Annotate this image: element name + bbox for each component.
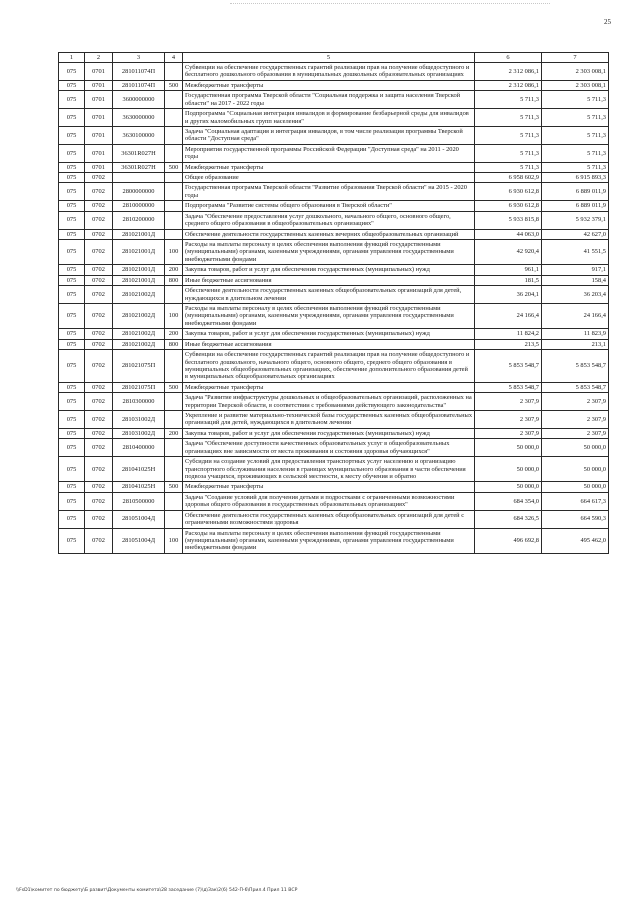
cell-target-article: 281041025Н xyxy=(113,482,165,492)
cell-section-code: 0702 xyxy=(85,183,113,201)
cell-amount-year-1: 5 711,3 xyxy=(475,126,542,144)
header-col-2: 2 xyxy=(85,53,113,63)
cell-amount-year-2: 5 711,3 xyxy=(542,109,609,127)
header-col-5: 5 xyxy=(183,53,475,63)
cell-description: Задача "Создание условий для получения детьми и подростками с ограниченными возможностями здоровья общего образования в государственных образовательных организациях" xyxy=(183,492,475,510)
cell-admin-code: 075 xyxy=(59,275,85,285)
cell-expense-type: 100 xyxy=(165,528,183,553)
cell-admin-code: 075 xyxy=(59,240,85,265)
cell-target-article: 36301R027Н xyxy=(113,144,165,162)
cell-expense-type: 200 xyxy=(165,265,183,275)
cell-section-code: 0701 xyxy=(85,109,113,127)
cell-description: Укрепление и развитие материально-технической базы государственных казенных общеобразовательных организаций для детей, нуждающихся в длительном лечении xyxy=(183,411,475,429)
cell-description: Закупка товаров, работ и услуг для обеспечения государственных (муниципальных) нужд xyxy=(183,329,475,339)
table-row xyxy=(59,457,609,482)
cell-section-code: 0702 xyxy=(85,211,113,229)
cell-amount-year-1: 5 711,3 xyxy=(475,91,542,109)
cell-amount-year-2: 213,1 xyxy=(542,339,609,349)
cell-admin-code: 075 xyxy=(59,201,85,211)
cell-admin-code: 075 xyxy=(59,492,85,510)
cell-amount-year-2: 2 303 008,1 xyxy=(542,80,609,90)
cell-description: Межбюджетные трансферты xyxy=(183,162,475,172)
cell-description: Задача "Развитие инфраструктуры дошкольных и общеобразовательных организаций, расположенных на территории Тверской области, в соответствии с требованиями действующего законодательства" xyxy=(183,393,475,411)
cell-admin-code: 075 xyxy=(59,144,85,162)
cell-admin-code: 075 xyxy=(59,162,85,172)
cell-target-article xyxy=(113,173,165,183)
cell-admin-code: 075 xyxy=(59,329,85,339)
cell-target-article: 281021002Д xyxy=(113,329,165,339)
cell-amount-year-1: 684 326,5 xyxy=(475,510,542,528)
cell-section-code: 0702 xyxy=(85,201,113,211)
cell-admin-code: 075 xyxy=(59,411,85,429)
table-row xyxy=(59,528,609,553)
table-row xyxy=(59,162,609,172)
cell-description: Субвенции на обеспечение государственных гарантий реализации прав на получение общедоступного и бесплатного дошкольного образования в муниципальных дошкольных образовательных организациях xyxy=(183,63,475,81)
cell-section-code: 0701 xyxy=(85,144,113,162)
cell-description: Задача "Обеспечение доступности качественных образовательных услуг в общеобразовательных организациях вне зависимости от места проживания и состояния здоровья обучающихся" xyxy=(183,439,475,457)
cell-section-code: 0702 xyxy=(85,411,113,429)
cell-amount-year-2: 664 617,3 xyxy=(542,492,609,510)
cell-expense-type xyxy=(165,183,183,201)
cell-amount-year-1: 50 000,0 xyxy=(475,482,542,492)
cell-description: Расходы на выплаты персоналу в целях обеспечения выполнения функций государственными (муниципальными) органами, казенными учреждениями, органами управления государственными внебюджетными фондами xyxy=(183,303,475,328)
cell-description: Подпрограмма "Развитие системы общего образования в Тверской области" xyxy=(183,201,475,211)
cell-expense-type xyxy=(165,411,183,429)
cell-section-code: 0702 xyxy=(85,457,113,482)
cell-section-code: 0702 xyxy=(85,173,113,183)
cell-description: Обеспечение деятельности государственных казенных общеобразовательных организаций для детей с ограниченными возможностями здоровья xyxy=(183,510,475,528)
cell-admin-code: 075 xyxy=(59,528,85,553)
cell-description: Обеспечение деятельности государственных казенных общеобразовательных организаций для детей, нуждающихся в длительном лечении xyxy=(183,286,475,304)
table-row xyxy=(59,286,609,304)
cell-target-article: 281021001Д xyxy=(113,229,165,239)
header-col-1: 1 xyxy=(59,53,85,63)
table-row xyxy=(59,439,609,457)
cell-expense-type xyxy=(165,173,183,183)
cell-amount-year-2: 158,4 xyxy=(542,275,609,285)
cell-description: Иные бюджетные ассигнования xyxy=(183,339,475,349)
table-row xyxy=(59,275,609,285)
cell-admin-code: 075 xyxy=(59,63,85,81)
cell-target-article: 281041025Н xyxy=(113,457,165,482)
cell-amount-year-1: 5 853 548,7 xyxy=(475,382,542,392)
cell-description: Государственная программа Тверской области "Социальная поддержка и защита населения Тверской области" на 2017 - 2022 годы xyxy=(183,91,475,109)
cell-description: Закупка товаров, работ и услуг для обеспечения государственных (муниципальных) нужд xyxy=(183,265,475,275)
cell-target-article: 281051004Д xyxy=(113,528,165,553)
cell-expense-type xyxy=(165,144,183,162)
cell-expense-type xyxy=(165,393,183,411)
cell-section-code: 0701 xyxy=(85,63,113,81)
cell-admin-code: 075 xyxy=(59,91,85,109)
table-row xyxy=(59,201,609,211)
cell-amount-year-1: 6 930 612,8 xyxy=(475,201,542,211)
cell-target-article: 281021075П xyxy=(113,382,165,392)
table-row xyxy=(59,229,609,239)
cell-amount-year-2: 6 889 011,9 xyxy=(542,183,609,201)
cell-description: Субсидии на создание условий для предоставления транспортных услуг населению и организацию транспортного обслуживания населения в границах муниципального образования в части обеспечения подвоза учащихся, проживающих в сельской местности, к месту обучения и обратно xyxy=(183,457,475,482)
table-row xyxy=(59,428,609,438)
cell-admin-code: 075 xyxy=(59,126,85,144)
cell-amount-year-1: 50 000,0 xyxy=(475,439,542,457)
cell-amount-year-2: 664 590,3 xyxy=(542,510,609,528)
cell-amount-year-2: 5 853 548,7 xyxy=(542,382,609,392)
table-row xyxy=(59,63,609,81)
cell-amount-year-2: 41 551,5 xyxy=(542,240,609,265)
cell-description: Субвенции на обеспечение государственных гарантий реализации прав на получение общедоступного и бесплатного дошкольного, начального общего, основного общего, среднего общего образования в муниципальных общеобразовательных организациях, обеспечение дополнительного образования детей в муниципальных общеобразовательных организациях xyxy=(183,350,475,383)
cell-expense-type xyxy=(165,229,183,239)
cell-section-code: 0702 xyxy=(85,382,113,392)
table-row xyxy=(59,240,609,265)
cell-amount-year-1: 213,5 xyxy=(475,339,542,349)
cell-admin-code: 075 xyxy=(59,211,85,229)
cell-section-code: 0702 xyxy=(85,393,113,411)
cell-expense-type: 100 xyxy=(165,303,183,328)
table-row xyxy=(59,303,609,328)
cell-description: Мероприятия государственной программы Российской Федерации "Доступная среда" на 2011 - 2020 годы xyxy=(183,144,475,162)
cell-amount-year-1: 5 711,3 xyxy=(475,109,542,127)
cell-admin-code: 075 xyxy=(59,109,85,127)
cell-expense-type: 500 xyxy=(165,482,183,492)
cell-target-article: 2810400000 xyxy=(113,439,165,457)
cell-amount-year-2: 917,1 xyxy=(542,265,609,275)
table-row xyxy=(59,482,609,492)
header-col-6: 6 xyxy=(475,53,542,63)
cell-description: Межбюджетные трансферты xyxy=(183,382,475,392)
cell-amount-year-1: 181,5 xyxy=(475,275,542,285)
cell-section-code: 0702 xyxy=(85,286,113,304)
cell-amount-year-2: 36 203,4 xyxy=(542,286,609,304)
table-row xyxy=(59,126,609,144)
cell-expense-type: 100 xyxy=(165,240,183,265)
cell-target-article: 281031002Д xyxy=(113,411,165,429)
cell-description: Межбюджетные трансферты xyxy=(183,80,475,90)
cell-amount-year-1: 50 000,0 xyxy=(475,457,542,482)
cell-amount-year-2: 42 627,0 xyxy=(542,229,609,239)
cell-target-article: 36301R027Н xyxy=(113,162,165,172)
cell-section-code: 0702 xyxy=(85,229,113,239)
cell-expense-type: 800 xyxy=(165,275,183,285)
table-row xyxy=(59,510,609,528)
cell-target-article: 281021002Д xyxy=(113,339,165,349)
table-row xyxy=(59,382,609,392)
cell-description: Задача "Социальная адаптация и интеграция инвалидов, в том числе реализация программы Тверской области "Доступная среда" xyxy=(183,126,475,144)
cell-expense-type xyxy=(165,126,183,144)
cell-description: Межбюджетные трансферты xyxy=(183,482,475,492)
cell-amount-year-1: 684 354,0 xyxy=(475,492,542,510)
cell-amount-year-2: 2 307,9 xyxy=(542,393,609,411)
cell-section-code: 0702 xyxy=(85,329,113,339)
cell-amount-year-1: 6 930 612,8 xyxy=(475,183,542,201)
cell-target-article: 2810000000 xyxy=(113,201,165,211)
cell-target-article: 3600000000 xyxy=(113,91,165,109)
cell-amount-year-2: 5 853 548,7 xyxy=(542,350,609,383)
cell-expense-type xyxy=(165,510,183,528)
cell-amount-year-2: 2 303 008,1 xyxy=(542,63,609,81)
cell-section-code: 0702 xyxy=(85,265,113,275)
cell-description: Расходы на выплаты персоналу в целях обеспечения выполнения функций государственными (муниципальными) органами, казенными учреждениями, органами управления государственными внебюджетными фондами xyxy=(183,528,475,553)
header-col-3: 3 xyxy=(113,53,165,63)
cell-amount-year-2: 6 889 011,9 xyxy=(542,201,609,211)
table-row xyxy=(59,350,609,383)
header-col-4: 4 xyxy=(165,53,183,63)
header-col-7: 7 xyxy=(542,53,609,63)
cell-section-code: 0702 xyxy=(85,482,113,492)
cell-amount-year-2: 5 711,3 xyxy=(542,144,609,162)
cell-amount-year-1: 2 307,9 xyxy=(475,428,542,438)
cell-target-article: 2810200000 xyxy=(113,211,165,229)
cell-target-article: 2800000000 xyxy=(113,183,165,201)
table-row xyxy=(59,173,609,183)
cell-section-code: 0701 xyxy=(85,162,113,172)
cell-amount-year-1: 2 307,9 xyxy=(475,411,542,429)
cell-expense-type: 500 xyxy=(165,162,183,172)
cell-expense-type xyxy=(165,109,183,127)
cell-description: Иные бюджетные ассигнования xyxy=(183,275,475,285)
cell-amount-year-1: 961,1 xyxy=(475,265,542,275)
cell-section-code: 0702 xyxy=(85,528,113,553)
cell-admin-code: 075 xyxy=(59,229,85,239)
cell-target-article: 281031002Д xyxy=(113,428,165,438)
cell-expense-type: 200 xyxy=(165,329,183,339)
table-row xyxy=(59,183,609,201)
cell-section-code: 0702 xyxy=(85,492,113,510)
cell-description: Государственная программа Тверской области "Развитие образования Тверской области" на 2015 - 2020 годы xyxy=(183,183,475,201)
cell-expense-type xyxy=(165,492,183,510)
cell-admin-code: 075 xyxy=(59,303,85,328)
table-row xyxy=(59,329,609,339)
cell-expense-type: 800 xyxy=(165,339,183,349)
cell-expense-type: 200 xyxy=(165,428,183,438)
cell-amount-year-1: 5 711,3 xyxy=(475,144,542,162)
budget-table xyxy=(58,52,609,554)
cell-target-article: 2810300000 xyxy=(113,393,165,411)
cell-amount-year-1: 2 312 086,1 xyxy=(475,80,542,90)
table-row xyxy=(59,144,609,162)
cell-description: Общее образование xyxy=(183,173,475,183)
cell-section-code: 0701 xyxy=(85,91,113,109)
table-row xyxy=(59,411,609,429)
cell-amount-year-2: 50 000,0 xyxy=(542,482,609,492)
cell-amount-year-1: 6 958 602,9 xyxy=(475,173,542,183)
cell-description: Обеспечение деятельности государственных казенных вечерних общеобразовательных организаций xyxy=(183,229,475,239)
cell-amount-year-2: 50 000,0 xyxy=(542,457,609,482)
cell-section-code: 0702 xyxy=(85,428,113,438)
cell-amount-year-2: 5 711,3 xyxy=(542,126,609,144)
cell-admin-code: 075 xyxy=(59,382,85,392)
cell-admin-code: 075 xyxy=(59,350,85,383)
cell-amount-year-2: 2 307,9 xyxy=(542,411,609,429)
cell-target-article: 281021075П xyxy=(113,350,165,383)
cell-admin-code: 075 xyxy=(59,457,85,482)
cell-section-code: 0702 xyxy=(85,439,113,457)
cell-description: Подпрограмма "Социальная интеграция инвалидов и формирование безбарьерной среды для инвалидов и других маломобильных групп населения" xyxy=(183,109,475,127)
cell-section-code: 0702 xyxy=(85,339,113,349)
cell-description: Задача "Обеспечение предоставления услуг дошкольного, начального общего, основного общего, среднего общего образования в общеобразовательных организациях" xyxy=(183,211,475,229)
cell-target-article: 281021002Д xyxy=(113,286,165,304)
cell-amount-year-2: 5 932 379,1 xyxy=(542,211,609,229)
cell-section-code: 0701 xyxy=(85,80,113,90)
cell-target-article: 3630100000 xyxy=(113,126,165,144)
cell-expense-type xyxy=(165,350,183,383)
cell-target-article: 281021002Д xyxy=(113,303,165,328)
cell-admin-code: 075 xyxy=(59,428,85,438)
cell-amount-year-1: 42 920,4 xyxy=(475,240,542,265)
cell-amount-year-1: 5 933 815,8 xyxy=(475,211,542,229)
cell-target-article: 281011074П xyxy=(113,63,165,81)
cell-target-article: 2810500000 xyxy=(113,492,165,510)
table-row xyxy=(59,492,609,510)
table-body xyxy=(59,63,609,554)
cell-amount-year-1: 5 853 548,7 xyxy=(475,350,542,383)
cell-admin-code: 075 xyxy=(59,393,85,411)
cell-admin-code: 075 xyxy=(59,510,85,528)
cell-expense-type xyxy=(165,63,183,81)
cell-admin-code: 075 xyxy=(59,80,85,90)
cell-amount-year-2: 6 915 893,3 xyxy=(542,173,609,183)
table-row xyxy=(59,393,609,411)
cell-amount-year-1: 44 063,0 xyxy=(475,229,542,239)
cell-expense-type xyxy=(165,91,183,109)
cell-amount-year-2: 50 000,0 xyxy=(542,439,609,457)
cell-admin-code: 075 xyxy=(59,286,85,304)
cell-target-article: 281021001Д xyxy=(113,275,165,285)
cell-description: Расходы на выплаты персоналу в целях обеспечения выполнения функций государственными (муниципальными) органами, казенными учреждениями, органами управления государственными внебюджетными фондами xyxy=(183,240,475,265)
cell-amount-year-2: 24 166,4 xyxy=(542,303,609,328)
cell-section-code: 0702 xyxy=(85,303,113,328)
cell-target-article: 281011074П xyxy=(113,80,165,90)
cell-target-article: 3630000000 xyxy=(113,109,165,127)
footer-file-path: \\FsD1\комитет по бюджету\Б развит\Документы комитета\28 заседание (7)\д\Зак\2(6) 542-П-6\Прил.4 Прил 11 ВСР xyxy=(16,888,298,893)
cell-expense-type xyxy=(165,201,183,211)
cell-admin-code: 075 xyxy=(59,265,85,275)
cell-amount-year-1: 5 711,3 xyxy=(475,162,542,172)
cell-admin-code: 075 xyxy=(59,439,85,457)
cell-expense-type: 500 xyxy=(165,382,183,392)
cell-target-article: 281021001Д xyxy=(113,265,165,275)
cell-section-code: 0702 xyxy=(85,510,113,528)
cell-section-code: 0701 xyxy=(85,126,113,144)
table-row xyxy=(59,339,609,349)
cell-amount-year-1: 11 824,2 xyxy=(475,329,542,339)
cell-amount-year-1: 2 312 086,1 xyxy=(475,63,542,81)
cell-amount-year-1: 36 204,1 xyxy=(475,286,542,304)
cell-admin-code: 075 xyxy=(59,173,85,183)
table-row xyxy=(59,211,609,229)
cell-target-article: 281051004Д xyxy=(113,510,165,528)
cell-amount-year-2: 11 823,9 xyxy=(542,329,609,339)
cell-admin-code: 075 xyxy=(59,339,85,349)
cell-section-code: 0702 xyxy=(85,350,113,383)
table-row xyxy=(59,80,609,90)
cell-section-code: 0702 xyxy=(85,275,113,285)
cell-amount-year-1: 496 692,8 xyxy=(475,528,542,553)
cell-target-article: 281021001Д xyxy=(113,240,165,265)
table-row xyxy=(59,265,609,275)
cell-amount-year-2: 2 307,9 xyxy=(542,428,609,438)
cell-expense-type xyxy=(165,286,183,304)
cell-admin-code: 075 xyxy=(59,183,85,201)
table-row xyxy=(59,109,609,127)
table-row xyxy=(59,91,609,109)
cell-expense-type: 500 xyxy=(165,80,183,90)
cell-amount-year-2: 5 711,3 xyxy=(542,91,609,109)
cell-admin-code: 075 xyxy=(59,482,85,492)
cell-amount-year-2: 5 711,3 xyxy=(542,162,609,172)
cell-expense-type xyxy=(165,457,183,482)
cell-amount-year-2: 495 462,0 xyxy=(542,528,609,553)
cell-description: Закупка товаров, работ и услуг для обеспечения государственных (муниципальных) нужд xyxy=(183,428,475,438)
cell-expense-type xyxy=(165,211,183,229)
cell-expense-type xyxy=(165,439,183,457)
cell-section-code: 0702 xyxy=(85,240,113,265)
table-header-row xyxy=(59,53,609,63)
page-number: 25 xyxy=(604,18,611,26)
cell-amount-year-1: 24 166,4 xyxy=(475,303,542,328)
scan-artifact-line xyxy=(230,3,550,5)
cell-amount-year-1: 2 307,9 xyxy=(475,393,542,411)
